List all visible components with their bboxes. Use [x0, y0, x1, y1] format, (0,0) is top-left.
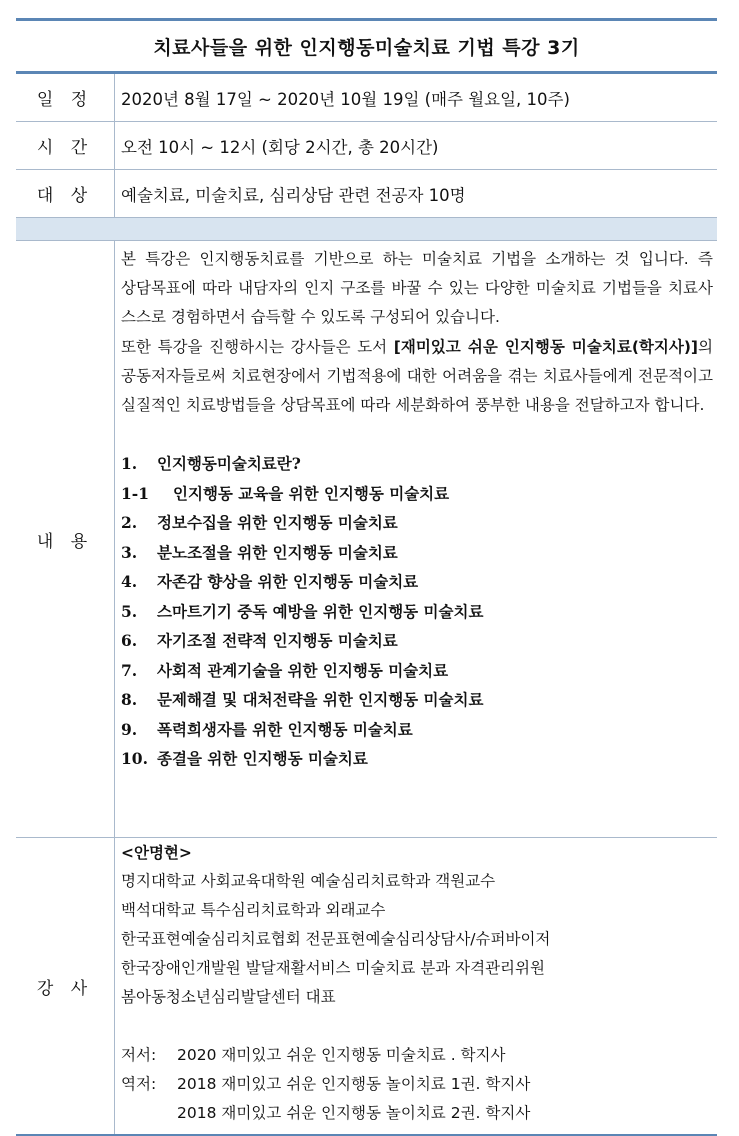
item-number: 3. — [121, 542, 138, 562]
item-number: 2. — [121, 513, 138, 533]
item-number: 6. — [121, 631, 138, 651]
translated-book: 2018 재미있고 쉬운 인지행동 놀이치료 2권. 학지사 — [177, 1104, 531, 1122]
item-number: 1. — [121, 454, 138, 474]
item-text: 자기조절 전략적 인지행동 미술치료 — [157, 631, 398, 651]
intro-p2-after: 의 공동저자들로써 치료현장에서 기법적용에 대한 어려움을 겪는 치료사들에게 전문적이고 실질적인 치료방법들을 상담목표에 따라 세분화하여 풍부한 내용을 전달하고자 합니다. — [121, 337, 713, 415]
schedule-date-row — [16, 74, 717, 122]
career-line: 백석대학교 특수심리치료학과 외래교수 — [121, 901, 386, 919]
translator-line — [121, 1070, 713, 1099]
instructor-label: 강 사 — [16, 838, 115, 1134]
instructor-body — [115, 838, 717, 1134]
section-divider — [16, 218, 717, 241]
time-label: 시 간 — [16, 122, 115, 169]
item-text: 자존감 향상을 위한 인지행동 미술치료 — [157, 572, 419, 592]
item-number: 8. — [121, 690, 138, 710]
item-text: 폭력희생자를 위한 인지행동 미술치료 — [157, 719, 413, 739]
intro-paragraph-2 — [121, 333, 713, 421]
intro-paragraph-1: 본 특강은 인지행동치료를 기반으로 하는 미술치료 기법을 소개하는 것 입니다. 즉 상담목표에 따라 내담자의 인지 구조를 바꿀 수 있는 다양한 미술치료 기법들을 치료사 스스로 경험하면서 습득할 수 있도록 구성되어 있습니다. — [121, 250, 713, 327]
date-value: 2020년 8월 17일 ~ 2020년 10월 19일 (매주 월요일, 10주) — [121, 89, 570, 109]
list-item — [121, 449, 713, 479]
career-line: 봄아동청소년심리발달센터 대표 — [121, 988, 336, 1006]
list-item — [121, 744, 713, 774]
intro-p2-before: 또한 특강을 진행하시는 강사들은 도서 — [121, 337, 394, 356]
list-item — [121, 656, 713, 686]
content-body — [115, 241, 717, 837]
career-line: 명지대학교 사회교육대학원 예술심리치료학과 객원교수 — [121, 872, 496, 890]
item-text: 종결을 위한 인지행동 미술치료 — [157, 749, 368, 769]
item-text: 문제해결 및 대처전략을 위한 인지행동 미술치료 — [157, 690, 484, 710]
item-number: 10. — [121, 749, 148, 769]
item-text: 스마트기기 중독 예방을 위한 인지행동 미술치료 — [157, 601, 484, 621]
list-item — [121, 626, 713, 656]
translator-label: 역저: — [121, 1075, 157, 1093]
item-number: 1-1 — [121, 483, 150, 503]
instructor-row — [16, 838, 717, 1136]
item-number: 5. — [121, 601, 138, 621]
list-item — [121, 567, 713, 597]
course-title: 치료사들을 위한 인지행동미술치료 기법 특강 3기 — [16, 18, 717, 74]
list-item — [121, 538, 713, 568]
item-text: 인지행동 교육을 위한 인지행동 미술치료 — [173, 483, 450, 503]
schedule-time-row — [16, 122, 717, 170]
list-item — [121, 508, 713, 538]
instructor-name: <안명현> — [121, 843, 192, 862]
author-line — [121, 1041, 713, 1070]
item-text: 정보수집을 위한 인지행동 미술치료 — [157, 513, 398, 533]
date-label: 일 정 — [16, 74, 115, 121]
book-title: [재미있고 쉬운 인지행동 미술치료(학지사)] — [393, 337, 698, 356]
author-label: 저서: — [121, 1046, 157, 1064]
list-item — [121, 479, 713, 509]
time-value: 오전 10시 ~ 12시 (회당 2시간, 총 20시간) — [121, 137, 439, 157]
list-item — [121, 715, 713, 745]
curriculum-list — [121, 449, 713, 774]
career-line: 한국표현예술심리치료협회 전문표현예술심리상담사/슈퍼바이저 — [121, 930, 551, 948]
item-number: 7. — [121, 660, 138, 680]
content-row — [16, 241, 717, 838]
target-value: 예술치료, 미술치료, 심리상담 관련 전공자 10명 — [121, 185, 466, 205]
course-info-table — [16, 18, 717, 1136]
item-text: 인지행동미술치료란? — [157, 454, 301, 474]
target-row — [16, 170, 717, 218]
translator-line-2 — [121, 1099, 713, 1128]
content-label: 내 용 — [16, 241, 115, 837]
list-item — [121, 597, 713, 627]
career-line: 한국장애인개발원 발달재활서비스 미술치료 분과 자격관리위원 — [121, 959, 545, 977]
target-label: 대 상 — [16, 170, 115, 217]
item-text: 분노조절을 위한 인지행동 미술치료 — [157, 542, 398, 562]
list-item — [121, 685, 713, 715]
author-book: 2020 재미있고 쉬운 인지행동 미술치료 . 학지사 — [177, 1046, 506, 1064]
item-number: 9. — [121, 719, 138, 739]
item-text: 사회적 관계기술을 위한 인지행동 미술치료 — [157, 660, 449, 680]
item-number: 4. — [121, 572, 138, 592]
translated-book: 2018 재미있고 쉬운 인지행동 놀이치료 1권. 학지사 — [177, 1075, 531, 1093]
